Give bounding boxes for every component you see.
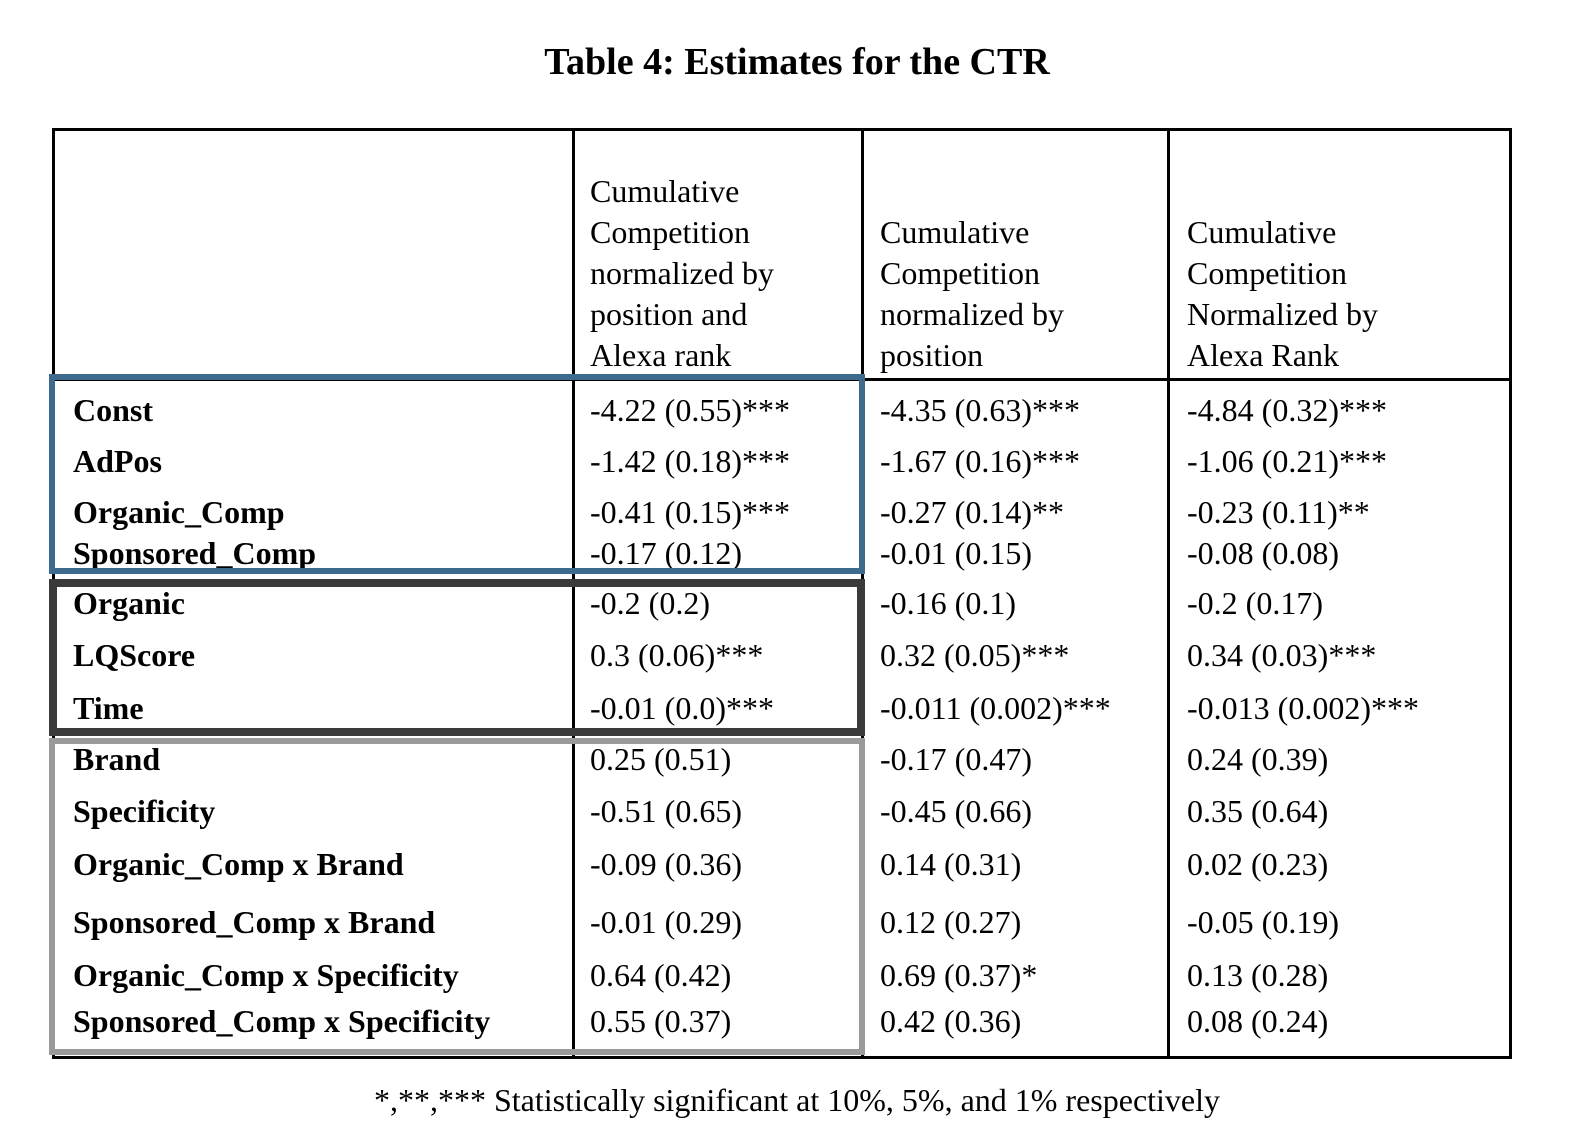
row-label-organic: Organic	[73, 585, 185, 621]
row-label-sponsored-comp-x-brand: Sponsored_Comp x Brand	[73, 904, 436, 940]
table-cell: 0.3 (0.06)***	[590, 637, 764, 673]
column-divider-3	[1167, 128, 1170, 1058]
column-header-line: Normalized by	[1187, 296, 1379, 332]
table-cell: -1.06 (0.21)***	[1187, 443, 1387, 479]
table-cell: 0.02 (0.23)	[1187, 846, 1329, 882]
column-header-line: Competition	[880, 255, 1040, 291]
column-header-1	[590, 171, 774, 376]
table-cell: 0.13 (0.28)	[1187, 957, 1329, 993]
table-cell: -4.22 (0.55)***	[590, 392, 790, 428]
table-cell: -0.16 (0.1)	[880, 585, 1016, 621]
column-header-2	[880, 212, 1064, 376]
table-cell: -0.23 (0.11)**	[1187, 494, 1370, 530]
table-cell: -0.08 (0.08)	[1187, 535, 1339, 571]
table-cell: -4.84 (0.32)***	[1187, 392, 1387, 428]
table-cell: -0.01 (0.15)	[880, 535, 1032, 571]
table-cell: -0.27 (0.14)**	[880, 494, 1064, 530]
column-header-line: normalized by	[880, 296, 1064, 332]
highlight-box-competition	[49, 374, 865, 574]
table-cell: 0.25 (0.51)	[590, 741, 732, 777]
table-cell: 0.34 (0.03)***	[1187, 637, 1377, 673]
column-header-line: Cumulative	[880, 214, 1030, 250]
table-cell: -0.2 (0.2)	[590, 585, 710, 621]
table-cell: 0.24 (0.39)	[1187, 741, 1329, 777]
column-header-line: Alexa Rank	[1187, 337, 1339, 373]
table-cell: -0.45 (0.66)	[880, 793, 1032, 829]
row-label-specificity: Specificity	[73, 793, 216, 829]
row-label-time: Time	[73, 690, 144, 726]
table-cell: 0.55 (0.37)	[590, 1003, 732, 1039]
row-label-const: Const	[73, 392, 154, 428]
table-cell: -0.013 (0.002)***	[1187, 690, 1419, 726]
table-cell: -0.17 (0.12)	[590, 535, 742, 571]
table-cell: -0.01 (0.0)***	[590, 690, 774, 726]
table-cell: 0.35 (0.64)	[1187, 793, 1329, 829]
column-header-line: Cumulative	[590, 173, 740, 209]
highlight-box-interactions	[49, 738, 865, 1055]
table-cell: -0.05 (0.19)	[1187, 904, 1339, 940]
column-header-line: position and	[590, 296, 748, 332]
table-cell: -0.09 (0.36)	[590, 846, 742, 882]
table-cell: 0.32 (0.05)***	[880, 637, 1070, 673]
table-cell: -0.2 (0.17)	[1187, 585, 1323, 621]
column-header-line: Alexa rank	[590, 337, 732, 373]
column-header-line: position	[880, 337, 984, 373]
table-cell: -0.011 (0.002)***	[880, 690, 1111, 726]
table-cell: -0.51 (0.65)	[590, 793, 742, 829]
highlight-box-controls	[49, 579, 865, 736]
table-cell: 0.14 (0.31)	[880, 846, 1022, 882]
table-cell: 0.08 (0.24)	[1187, 1003, 1329, 1039]
row-label-organic-comp-x-specificity: Organic_Comp x Specificity	[73, 957, 459, 993]
column-header-line: Cumulative	[1187, 214, 1337, 250]
row-label-sponsored-comp-x-specificity: Sponsored_Comp x Specificity	[73, 1003, 491, 1039]
row-label-brand: Brand	[73, 741, 161, 777]
row-label-organic-comp-x-brand: Organic_Comp x Brand	[73, 846, 404, 882]
row-label-lqscore: LQScore	[73, 637, 196, 673]
column-header-line: normalized by	[590, 255, 774, 291]
row-label-organic-comp: Organic_Comp	[73, 494, 285, 530]
table-cell: -1.67 (0.16)***	[880, 443, 1080, 479]
column-header-3	[1187, 212, 1378, 376]
significance-footnote: *,**,*** Statistically significant at 10%, 5%, and 1% respectively	[373, 1082, 1221, 1118]
table-border-right	[1509, 128, 1512, 1058]
table-cell: -0.41 (0.15)***	[590, 494, 790, 530]
table-cell: -1.42 (0.18)***	[590, 443, 790, 479]
row-label-sponsored-comp: Sponsored_Comp	[73, 535, 317, 571]
table-cell: 0.12 (0.27)	[880, 904, 1022, 940]
column-header-line: Competition	[1187, 255, 1347, 291]
row-label-adpos: AdPos	[73, 443, 162, 479]
column-header-line: Competition	[590, 214, 750, 250]
table-cell: 0.42 (0.36)	[880, 1003, 1022, 1039]
table-cell: -4.35 (0.63)***	[880, 392, 1080, 428]
table-title: Table 4: Estimates for the CTR	[544, 41, 1050, 83]
table-cell: -0.01 (0.29)	[590, 904, 742, 940]
table-cell: 0.64 (0.42)	[590, 957, 732, 993]
table-cell: -0.17 (0.47)	[880, 741, 1032, 777]
table-border-bottom	[52, 1056, 1512, 1059]
table-border-top	[52, 128, 1512, 131]
table-cell: 0.69 (0.37)*	[880, 957, 1038, 993]
